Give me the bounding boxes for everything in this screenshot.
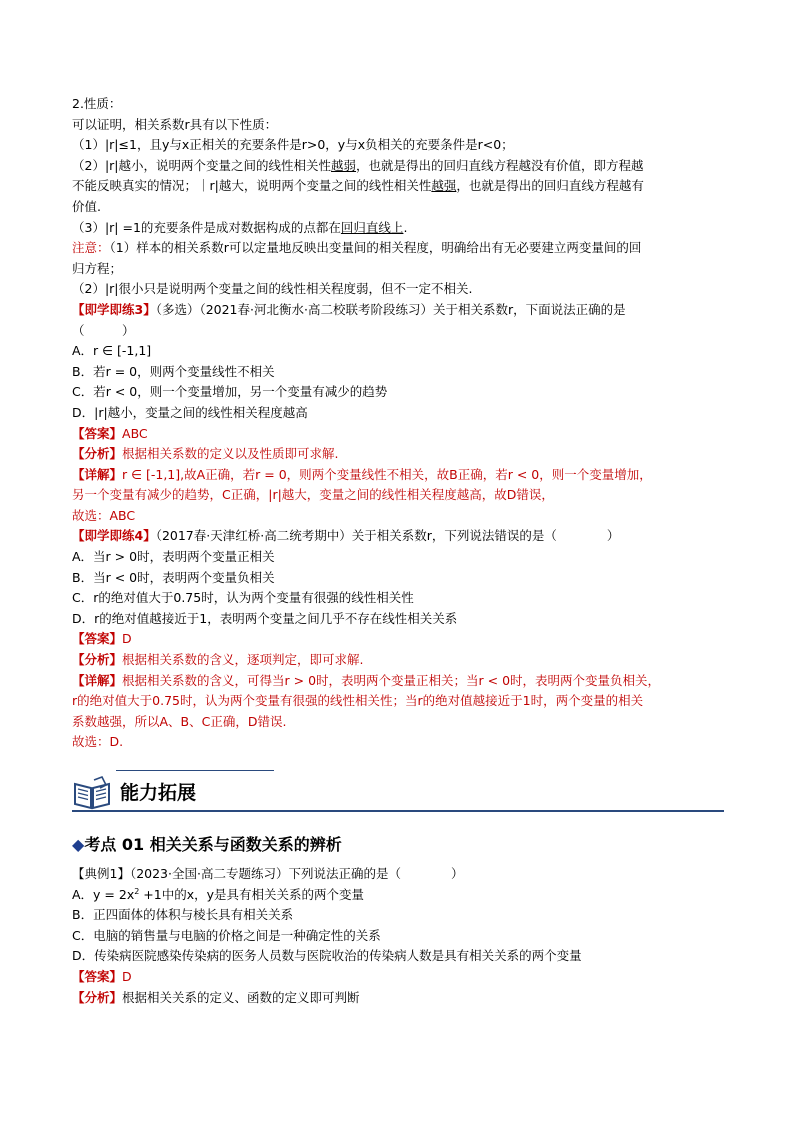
diamond-icon: ◆ [72, 835, 85, 854]
text-span: 不能反映真实的情况；｜r|越大，说明两个变量之间的线性相关性 [72, 178, 432, 194]
analysis-tag: 【分析】 [72, 989, 123, 1005]
banner-title: 能力拓展 [120, 782, 197, 804]
option-a [72, 885, 724, 906]
analysis-line [72, 650, 724, 671]
body-text [72, 94, 724, 753]
paragraph-line [72, 176, 724, 197]
paragraph-line [72, 218, 724, 239]
example-1 [72, 864, 724, 1008]
detail-line: 另一个变量有减少的趋势，C正确，|r|越大，变量之间的线性相关程度越高，故D错误， [72, 487, 554, 503]
option-a: A．当r > 0时，表明两个变量正相关 [72, 549, 275, 565]
option-b: B．当r < 0时，表明两个变量负相关 [72, 569, 275, 585]
text-span: （多选）（2021春·河北衡水·高二校联考阶段练习）关于相关系数r，下面说法正确的是 [155, 301, 626, 317]
text-span: A．y = 2x [72, 886, 135, 902]
analysis-line [72, 988, 724, 1009]
detail-tag: 【详解】 [72, 672, 123, 688]
answer-tag: 【答案】 [72, 631, 123, 647]
superscript: 2 [134, 886, 140, 896]
option-b: B．若r = 0，则两个变量线性不相关 [72, 363, 275, 379]
text-span: ，也就是得出的回归直线方程越没有价值，即方程越 [356, 157, 644, 173]
paragraph-line: 可以证明，相关系数r具有以下性质： [72, 116, 278, 132]
example-question [72, 864, 724, 885]
text-span: ，也就是得出的回归直线方程越有 [456, 178, 644, 194]
option-d: D．传染病医院感染传染病的医务人员数与医院收治的传染病人数是具有相关关系的两个变量 [72, 948, 582, 964]
paragraph-line [72, 156, 724, 177]
underlined-text: 越弱 [331, 157, 357, 173]
paragraph-line: 价值. [72, 198, 101, 214]
answer-tag: 【答案】 [72, 425, 123, 441]
option-c: C．r的绝对值大于0.75时，认为两个变量有很强的线性相关性 [72, 590, 414, 606]
kaodian-heading [72, 832, 342, 855]
answer-blank: （ ） [72, 322, 135, 338]
open-book-icon [72, 776, 112, 810]
banner-top-rule [116, 770, 274, 771]
selection-line: 故选：D. [72, 734, 124, 750]
detail-line [72, 465, 724, 486]
analysis-tag: 【分析】 [72, 446, 123, 462]
option-c: C．若r < 0，则一个变量增加，另一个变量有减少的趋势 [72, 384, 388, 400]
text-span: （2017春·天津红桥·高二统考期中）关于相关系数r，下列说法错误的是（ ） [155, 528, 620, 544]
text-span: . [403, 219, 408, 235]
exercise-tag: 【即学即练4】 [72, 528, 156, 544]
selection-line: 故选：ABC [72, 507, 136, 523]
note-label: 注意： [72, 240, 110, 256]
text-span: （3）|r| =1的充要条件是成对数据构成的点都在 [72, 219, 341, 235]
text-span: 根据相关系数的含义，逐项判定，即可求解. [122, 652, 364, 668]
detail-tag: 【详解】 [72, 466, 123, 482]
answer-tag: 【答案】 [72, 968, 123, 984]
text-span: 根据相关关系的定义、函数的定义即可判断 [122, 989, 360, 1005]
note-line [72, 238, 724, 259]
underlined-text: 越强 [431, 178, 457, 194]
answer-value: ABC [122, 425, 148, 441]
detail-line: r的绝对值大于0.75时，认为两个变量有很强的线性相关性；当r的绝对值越接近于1时，两个变量的相关 [72, 693, 644, 709]
text-span: （1）样本的相关系数r可以定量地反映出变量间的相关程度，明确给出有无必要建立两变量间的回 [109, 240, 642, 256]
exercise-4-question [72, 526, 724, 547]
banner-rule [72, 810, 724, 812]
answer-value: D [122, 631, 132, 647]
section-heading: 2.性质： [72, 96, 122, 111]
option-c: C．电脑的销售量与电脑的价格之间是一种确定性的关系 [72, 927, 381, 943]
analysis-line [72, 444, 724, 465]
text-span: +1中的x，y是具有相关关系的两个变量 [139, 886, 365, 902]
option-d: D．r的绝对值越接近于1，表明两个变量之间几乎不存在线性相关关系 [72, 610, 458, 626]
text-span: r ∈ [-1,1],故A正确，若r = 0，则两个变量线性不相关，故B正确，若r < 0，则一个变量增加， [122, 466, 652, 482]
option-d: D．|r|越小，变量之间的线性相关程度越高 [72, 404, 308, 420]
answer-line [72, 629, 724, 650]
option-a: A．r ∈ [-1,1] [72, 343, 152, 359]
detail-line: 系数越强，所以A、B、C正确，D错误. [72, 713, 287, 729]
exercise-tag: 【即学即练3】 [72, 301, 156, 317]
paragraph-line: 归方程； [72, 260, 123, 276]
detail-line [72, 671, 724, 692]
text-span: （2）|r|越小，说明两个变量之间的线性相关性 [72, 157, 332, 173]
text-span: 根据相关系数的定义以及性质即可求解. [122, 446, 339, 462]
paragraph-line: （2）|r|很小只是说明两个变量之间的线性相关程度弱，但不一定不相关. [72, 281, 473, 297]
exercise-3-question [72, 300, 724, 321]
answer-line [72, 424, 724, 445]
underlined-text: 回归直线上 [340, 219, 404, 235]
answer-line [72, 967, 724, 988]
section-banner [72, 770, 724, 812]
answer-value: D [122, 968, 132, 984]
option-b: B．正四面体的体积与棱长具有相关关系 [72, 907, 294, 923]
analysis-tag: 【分析】 [72, 652, 123, 668]
paragraph-line: （1）|r|≤1，且y与x正相关的充要条件是r>0，y与x负相关的充要条件是r<0； [72, 137, 514, 153]
text-span: （2023·全国·高二专题练习）下列说法正确的是（ ） [129, 866, 464, 881]
kaodian-title: 考点 01 相关关系与函数关系的辨析 [84, 835, 342, 854]
example-tag: 【典例1】 [72, 866, 130, 881]
text-span: 根据相关系数的含义，可得当r > 0时，表明两个变量正相关；当r < 0时，表明两个变量负相关， [122, 672, 661, 688]
